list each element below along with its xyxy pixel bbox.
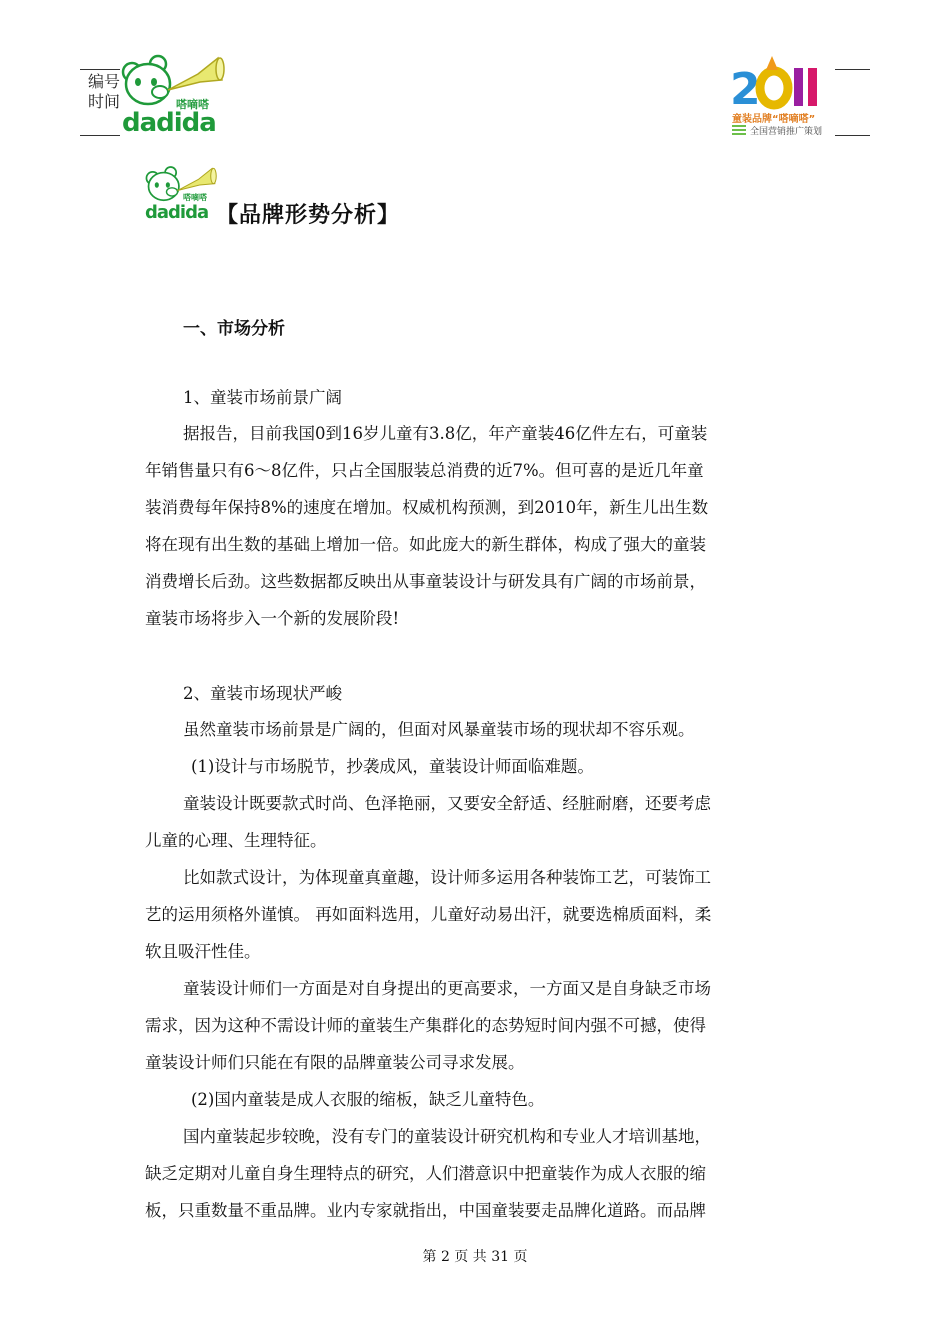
sub-heading-2: 2、童装市场现状严峻: [183, 684, 342, 703]
title-brand-cn: 嗒嘀嗒: [183, 193, 207, 202]
header-brand-logo: [118, 52, 228, 136]
title-brand-logo: [143, 164, 219, 224]
svg-text:2: 2: [730, 64, 761, 115]
header-rule-right-top: [835, 69, 870, 70]
point-1: (1)设计与市场脱节，抄袭成风，童装设计师面临难题。: [191, 757, 594, 776]
bear-trumpet-small-icon: [143, 164, 219, 206]
header-brand-cn: 嗒嘀嗒: [176, 98, 209, 111]
para5-line: 童装设计师们只能在有限的品牌童装公司寻求发展。: [145, 1053, 525, 1072]
sub-heading-1: 1、童装市场前景广阔: [183, 388, 342, 407]
para1-line: 年销售量只有6～8亿件，只占全国服装总消费的近7%。但可喜的是近几年童: [145, 461, 704, 480]
para4-line: 软且吸汗性佳。: [145, 942, 261, 961]
para2-line: 虽然童装市场前景是广阔的，但面对风暴童装市场的现状却不容乐观。: [183, 720, 695, 739]
header-label-time: 时间: [88, 92, 121, 111]
badge-line-1: 童装品牌“嗒嘀嗒”: [732, 114, 816, 125]
page-title: 【品牌形势分析】: [216, 203, 401, 228]
paragraph-1: [145, 415, 807, 637]
para6-line: 国内童装起步较晚，没有专门的童装设计研究机构和专业人才培训基地，: [183, 1127, 711, 1146]
campaign-badge: [728, 54, 833, 138]
badge-year-art-icon: [728, 54, 833, 115]
para1-line: 童装市场将步入一个新的发展阶段!: [145, 609, 400, 628]
para3-line: 童装设计既要款式时尚、色泽艳丽，又要安全舒适、经脏耐磨，还要考虑: [183, 794, 711, 813]
para6-line: 板，只重数量不重品牌。业内专家就指出，中国童装要走品牌化道路。而品牌: [145, 1201, 706, 1220]
badge-stripes: [732, 125, 746, 135]
para1-line: 将在现有出生数的基础上增加一倍。如此庞大的新生群体，构成了强大的童装: [145, 535, 706, 554]
paragraph-2: [145, 711, 807, 1229]
header-rule-right-bottom: [835, 135, 870, 136]
header-brand-en: dadida: [122, 108, 216, 138]
header-rule-left-bottom: [80, 135, 120, 136]
point-2: (2)国内童装是成人衣服的缩板，缺乏儿童特色。: [191, 1090, 545, 1109]
header-label-code: 编号: [88, 72, 121, 91]
bear-trumpet-icon: [118, 52, 228, 112]
para5-line: 需求，因为这种不需设计师的童装生产集群化的态势短时间内强不可撼，使得: [145, 1016, 706, 1035]
page-footer: 第 2 页 共 31 页: [422, 1249, 528, 1265]
title-brand-en: dadida: [145, 202, 209, 223]
para3-line: 儿童的心理、生理特征。: [145, 831, 327, 850]
para1-line: 消费增长后劲。这些数据都反映出从事童装设计与研发具有广阔的市场前景，: [145, 572, 706, 591]
section-heading: 一、市场分析: [183, 319, 285, 339]
badge-line-2: 全国营销推广策划: [750, 127, 823, 137]
para4-line: 艺的运用须格外谨慎。 再如面料选用，儿童好动易出汗，就要选棉质面料，柔: [145, 905, 712, 924]
para5-line: 童装设计师们一方面是对自身提出的更高要求，一方面又是自身缺乏市场: [183, 979, 711, 998]
para4-line: 比如款式设计，为体现童真童趣，设计师多运用各种装饰工艺，可装饰工: [183, 868, 711, 887]
para1-line: 装消费每年保持8%的速度在增加。权威机构预测，到2010年，新生儿出生数: [145, 498, 709, 517]
para6-line: 缺乏定期对儿童自身生理特点的研究，人们潜意识中把童装作为成人衣服的缩: [145, 1164, 706, 1183]
header-rule-left-top: [80, 69, 120, 70]
para1-line: 据报告，目前我国0到16岁儿童有3.8亿，年产童装46亿件左右，可童装: [183, 424, 708, 443]
